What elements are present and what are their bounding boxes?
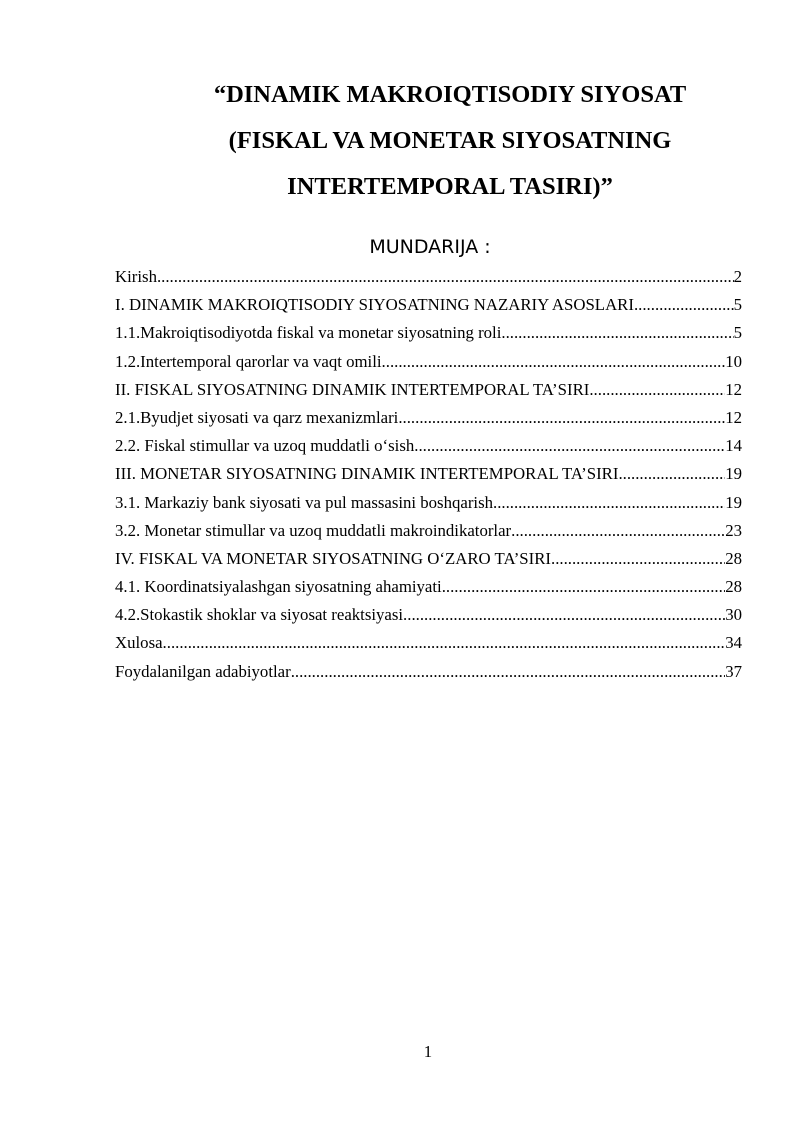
toc-entry-label: 3.1. Markaziy bank siyosati va pul massasini boshqarish	[115, 492, 493, 512]
toc-entry-label: Xulosa	[115, 633, 163, 653]
toc-entry-label: 4.1. Koordinatsiyalashgan siyosatning ahamiyati	[115, 577, 442, 597]
toc-entry[interactable]	[115, 545, 742, 573]
toc-entry-label: II. FISKAL SIYOSATNING DINAMIK INTERTEMPORAL TA’SIRI	[115, 379, 590, 399]
toc-entry-label: 1.2.Intertemporal qarorlar va vaqt omili	[115, 351, 382, 371]
toc-dot-leader	[163, 629, 726, 657]
toc-entry-label: IV. FISKAL VA MONETAR SIYOSATNING O‘ZARO TA’SIRI	[115, 548, 551, 568]
toc-dot-leader	[382, 348, 726, 376]
toc-entry[interactable]	[115, 263, 742, 291]
title-line: INTERTEMPORAL TASIRI)”	[287, 173, 613, 200]
toc-entry-page: 14	[725, 436, 742, 456]
toc-dot-leader	[634, 291, 734, 319]
toc-entry-label: Kirish	[115, 267, 157, 286]
toc-entry-page: 28	[725, 548, 742, 568]
toc-entry-label: I. DINAMIK MAKROIQTISODIY SIYOSATNING NAZARIY ASOSLARI	[115, 295, 634, 315]
toc-entry[interactable]	[115, 573, 742, 601]
toc-dot-leader	[157, 263, 734, 291]
toc-entry-label: Foydalanilgan adabiyotlar	[115, 661, 291, 681]
toc-entry-page: 28	[725, 577, 742, 597]
toc-entry-label: III. MONETAR SIYOSATNING DINAMIK INTERTEMPORAL TA’SIRI	[115, 464, 619, 484]
toc-dot-leader	[551, 545, 725, 573]
toc-entry-label: 2.1.Byudjet siyosati va qarz mexanizmlari	[115, 407, 399, 427]
toc-entry-page: 37	[725, 661, 742, 681]
toc-dot-leader	[618, 460, 725, 488]
toc-entry[interactable]	[115, 489, 742, 517]
toc-entry-page: 30	[725, 605, 742, 625]
toc-entry[interactable]	[115, 291, 742, 319]
toc-dot-leader	[414, 432, 725, 460]
toc-dot-leader	[403, 601, 725, 629]
table-of-contents	[115, 263, 742, 686]
document-title	[150, 72, 750, 210]
toc-dot-leader	[493, 489, 725, 517]
toc-entry[interactable]	[115, 460, 742, 488]
toc-entry[interactable]	[115, 658, 742, 686]
toc-entry-page: 19	[725, 492, 742, 512]
toc-entry-page: 10	[725, 351, 742, 371]
toc-dot-leader	[501, 319, 733, 347]
toc-entry-page: 34	[725, 633, 742, 653]
toc-entry-page: 5	[733, 323, 742, 343]
title-line: (FISKAL VA MONETAR SIYOSATNING	[228, 127, 672, 154]
toc-entry-page: 19	[725, 464, 742, 484]
toc-dot-leader	[291, 658, 726, 686]
toc-dot-leader	[589, 376, 725, 404]
toc-entry-label: 3.2. Monetar stimullar va uzoq muddatli makroindikatorlar	[115, 520, 512, 540]
toc-entry[interactable]	[115, 404, 742, 432]
page-number: 1	[423, 1042, 433, 1061]
title-line: “DINAMIK MAKROIQTISODIY SIYOSAT	[213, 81, 687, 108]
toc-dot-leader	[398, 404, 725, 432]
toc-entry-page: 2	[733, 267, 742, 286]
toc-dot-leader	[511, 517, 725, 545]
toc-entry[interactable]	[115, 601, 742, 629]
toc-entry[interactable]	[115, 319, 742, 347]
toc-entry-page: 23	[725, 520, 742, 540]
toc-entry-label: 1.1.Makroiqtisodiyotda fiskal va monetar siyosatning roli	[115, 323, 502, 343]
toc-heading: MUNDARIJA :	[369, 236, 491, 258]
toc-entry-label: 4.2.Stokastik shoklar va siyosat reaktsiyasi	[115, 605, 404, 625]
toc-entry[interactable]	[115, 517, 742, 545]
toc-entry-page: 12	[725, 407, 742, 427]
toc-entry-label: 2.2. Fiskal stimullar va uzoq muddatli o‘sish	[115, 436, 415, 456]
toc-entry[interactable]	[115, 432, 742, 460]
toc-entry-page: 5	[733, 295, 742, 315]
toc-entry[interactable]	[115, 376, 742, 404]
toc-entry[interactable]	[115, 629, 742, 657]
toc-entry[interactable]	[115, 348, 742, 376]
toc-entry-page: 12	[725, 379, 742, 399]
toc-dot-leader	[442, 573, 726, 601]
